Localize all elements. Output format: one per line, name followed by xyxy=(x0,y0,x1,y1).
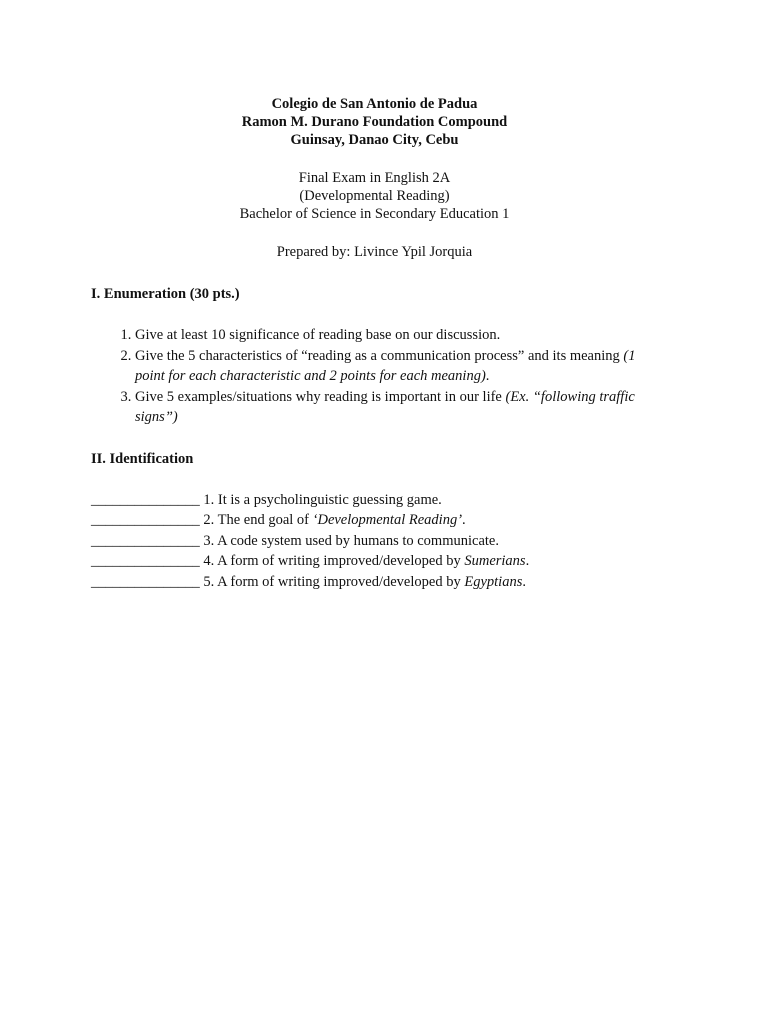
item-note: (1 point for each characteristic and 2 points for each meaning) xyxy=(135,347,636,384)
list-item: _______________ 2. The end goal of ‘Developmental Reading’. xyxy=(91,512,466,528)
item-note: (Ex. “following traffic signs”) xyxy=(135,388,635,425)
prepared-by: Prepared by: Livince Ypil Jorquia xyxy=(276,244,473,260)
identification-list xyxy=(91,490,658,593)
school-address-line2: Guinsay, Danao City, Cebu xyxy=(290,132,459,148)
list-item: _______________ 4. A form of writing improved/developed by Sumerians. xyxy=(91,553,530,569)
answer-blank: _______________ xyxy=(91,491,200,508)
exam-title: Final Exam in English 2A xyxy=(298,170,451,186)
list-item: 1. Give at least 10 significance of reading base on our discussion. xyxy=(135,325,658,346)
enumeration-list xyxy=(91,325,658,428)
list-item: _______________ 1. It is a psycholinguistic guessing game. xyxy=(91,491,442,508)
exam-subtitle: (Developmental Reading) xyxy=(299,188,450,204)
answer-blank: _______________ xyxy=(91,512,200,528)
list-item: 3. Give 5 examples/situations why reading is important in our life (Ex. “following traffic signs”) xyxy=(135,387,658,428)
answer-blank: _______________ xyxy=(91,573,200,590)
program-name: Bachelor of Science in Secondary Education 1 xyxy=(239,206,510,222)
answer-blank: _______________ xyxy=(91,553,200,569)
list-item: _______________ 3. A code system used by humans to communicate. xyxy=(91,532,499,549)
section-identification-title: II. Identification xyxy=(91,450,194,467)
list-item: _______________ 5. A form of writing improved/developed by Egyptians. xyxy=(91,573,526,590)
list-item: 2. Give the 5 characteristics of “reading as a communication process” and its meaning (1 point for each characteristic and 2 points for each meaning). xyxy=(135,346,658,387)
answer-blank: _______________ xyxy=(91,532,200,549)
school-address-line1: Ramon M. Durano Foundation Compound xyxy=(241,114,508,130)
section-enumeration-title: I. Enumeration (30 pts.) xyxy=(91,286,240,302)
document-header xyxy=(91,95,658,261)
school-name: Colegio de San Antonio de Padua xyxy=(271,96,478,112)
